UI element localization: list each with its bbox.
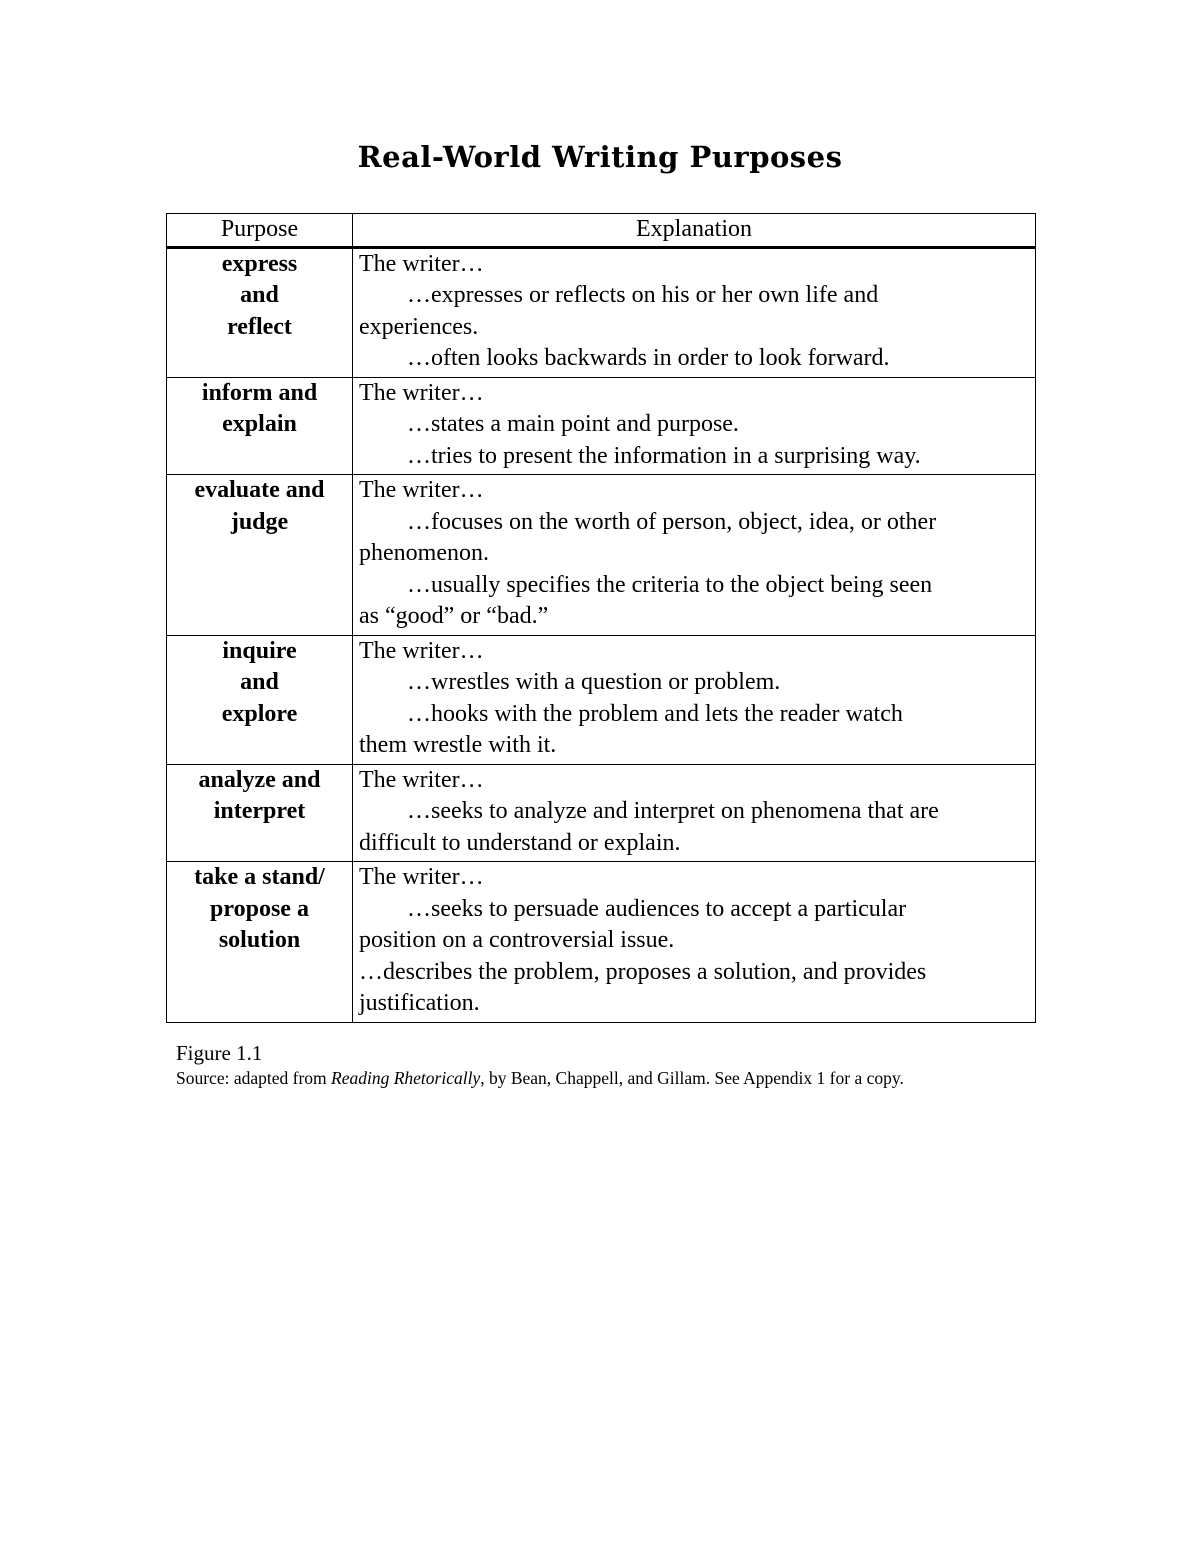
explanation-line: …describes the problem, proposes a solution, and provides (359, 958, 927, 985)
purpose-label-line: interpret (213, 798, 306, 824)
purpose-label-line: analyze and (198, 766, 321, 793)
explanation-line: The writer… (359, 864, 484, 890)
purpose-cell (167, 764, 353, 862)
explanation-line: justification. (359, 990, 480, 1016)
explanation-line: The writer… (359, 250, 484, 277)
purpose-label-line: propose a (210, 895, 309, 922)
explanation-line: position on a controversial issue. (359, 927, 675, 953)
explanation-cell (353, 247, 1036, 377)
explanation-line: them wrestle with it. (359, 732, 557, 758)
table-row (167, 862, 1036, 1023)
page-title: Real-World Writing Purposes (357, 140, 843, 174)
explanation-line: …focuses on the worth of person, object, idea, or other (407, 508, 937, 535)
purpose-cell (167, 377, 353, 475)
column-header-explanation: Explanation (353, 214, 1036, 248)
explanation-line: as “good” or “bad.” (359, 603, 549, 629)
purpose-label-line: and (240, 282, 279, 308)
purpose-label-line: explain (222, 411, 297, 437)
figure-label: Figure 1.1 (176, 1041, 263, 1065)
purpose-cell (167, 862, 353, 1023)
purpose-cell (167, 247, 353, 377)
explanation-line: experiences. (359, 313, 479, 340)
purpose-cell (167, 635, 353, 764)
explanation-cell (353, 635, 1036, 764)
explanation-cell (353, 862, 1036, 1023)
explanation-cell (353, 475, 1036, 636)
explanation-line: …seeks to analyze and interpret on phenomena that are (407, 798, 939, 824)
explanation-line: …states a main point and purpose. (407, 411, 739, 437)
figure-source (176, 1068, 904, 1089)
explanation-line: …often looks backwards in order to look forward. (407, 345, 890, 371)
explanation-line: …seeks to persuade audiences to accept a particular (407, 895, 907, 922)
explanation-line: …usually specifies the criteria to the object being seen (407, 571, 933, 598)
explanation-line: …tries to present the information in a surprising way. (407, 442, 921, 469)
explanation-line: The writer… (359, 379, 484, 406)
purpose-label-line: and (240, 669, 279, 695)
explanation-line: difficult to understand or explain. (359, 829, 681, 856)
purpose-label-line: explore (221, 700, 298, 727)
purpose-label-line: judge (230, 508, 289, 535)
purpose-cell (167, 475, 353, 636)
purpose-label-line: reflect (227, 313, 292, 340)
explanation-cell (353, 764, 1036, 862)
purpose-label-line: take a stand/ (194, 864, 325, 890)
explanation-line: The writer… (359, 477, 484, 503)
table-row (167, 475, 1036, 636)
purpose-label-line: solution (218, 927, 301, 953)
explanation-line: The writer… (359, 766, 484, 793)
source-suffix: , by Bean, Chappell, and Gillam. See Appendix 1 for a copy. (480, 1068, 904, 1088)
purpose-label-line: inform and (201, 379, 318, 406)
table-body (167, 247, 1036, 1022)
column-header-purpose: Purpose (167, 214, 353, 248)
explanation-line: The writer… (359, 637, 484, 664)
table-header-row (167, 214, 1036, 248)
explanation-cell (353, 377, 1036, 475)
explanation-line: …expresses or reflects on his or her own life and (407, 282, 879, 308)
purpose-label-line: inquire (222, 637, 297, 664)
explanation-line: …hooks with the problem and lets the reader watch (407, 700, 903, 727)
table-row (167, 247, 1036, 377)
explanation-line: …wrestles with a question or problem. (407, 669, 781, 695)
purpose-label-line: evaluate and (194, 477, 325, 503)
source-title: Reading Rhetorically (331, 1068, 481, 1088)
explanation-line: phenomenon. (359, 540, 489, 566)
purpose-label-line: express (221, 250, 298, 277)
writing-purposes-table (166, 213, 1036, 1023)
table-row (167, 764, 1036, 862)
table-row (167, 377, 1036, 475)
source-prefix: Source: adapted from (176, 1068, 332, 1088)
table-row (167, 635, 1036, 764)
